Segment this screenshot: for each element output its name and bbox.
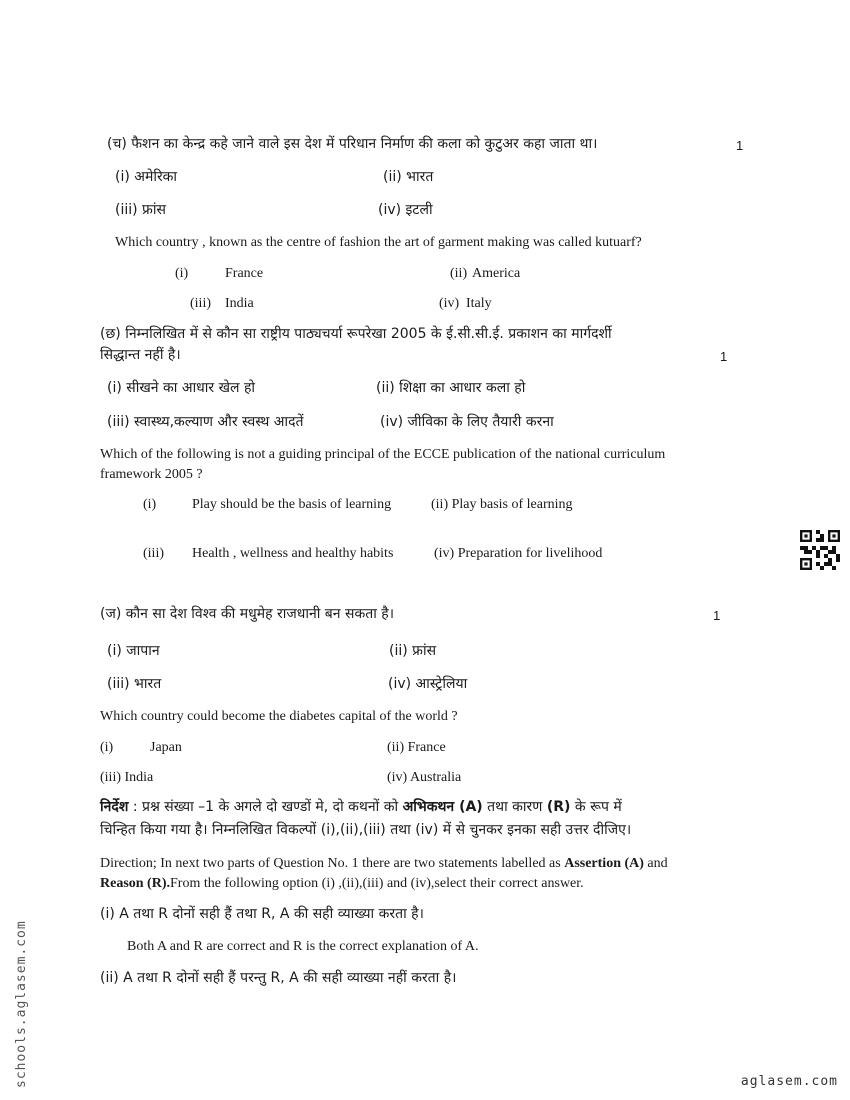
option-cha-hindi-1: (i) अमेरिका: [115, 169, 178, 185]
direction-english-line2: [100, 875, 584, 893]
direction-english-assertion: Assertion (A): [564, 856, 644, 871]
option-cha-en-4-text: Italy: [466, 296, 492, 311]
question-chha-english-line2: framework 2005 ?: [100, 467, 203, 482]
question-chha-marks: 1: [720, 349, 728, 364]
question-chha-hindi-line1: (छ) निम्नलिखित में से कौन सा राष्ट्रीय पाठ्यचर्या रूपरेखा 2005 के ई.सी.सी.ई. प्रकाशन का मार्गदर्शी: [100, 326, 612, 342]
footer-watermark: aglasem.com: [740, 1074, 838, 1089]
direction-hindi-label: निर्देश: [100, 799, 129, 815]
option-cha-en-1-text: France: [225, 266, 264, 281]
option-ja-en-2-text: (ii) France: [387, 740, 446, 755]
option-ja-hindi-1: (i) जापान: [107, 643, 160, 659]
option-cha-hindi-2: (ii) भारत: [383, 169, 434, 185]
option-chha-en-3-num: (iii): [143, 546, 164, 561]
option-cha-hindi-4: (iv) इटली: [378, 202, 433, 218]
direction-hindi-line1: [100, 798, 622, 816]
question-ja-hindi: (ज) कौन सा देश विश्व की मधुमेह राजधानी बन सकता है।: [100, 606, 395, 622]
option-ja-en-1-num: (i): [100, 740, 114, 755]
question-chha-english-line1: Which of the following is not a guiding principal of the ECCE publication of the national curriculum: [100, 447, 666, 462]
question-ja-marks: 1: [713, 608, 721, 623]
option-chha-en-4-text: (iv) Preparation for livelihood: [434, 546, 603, 561]
question-cha-marks: 1: [736, 138, 744, 153]
ar-option-1-english: Both A and R are correct and R is the correct explanation of A.: [127, 939, 479, 954]
option-ja-en-4-text: (iv) Australia: [387, 770, 462, 785]
option-chha-en-1-text: Play should be the basis of learning: [192, 497, 392, 512]
direction-hindi-text-a: : प्रश्न संख्या –1 के अगले दो खण्डों मे, दो कथनों को: [132, 799, 399, 815]
option-cha-en-2-num: (ii): [450, 266, 468, 281]
question-cha-hindi: (च) फैशन का केन्द्र कहे जाने वाले इस देश में परिधान निर्माण की कला को कुटुअर कहा जाता था।: [107, 136, 598, 152]
option-chha-hindi-4: (iv) जीविका के लिए तैयारी करना: [380, 414, 554, 430]
option-cha-en-3-num: (iii): [190, 296, 211, 311]
direction-english-reason: Reason (R).: [100, 876, 170, 891]
option-chha-hindi-2: (ii) शिक्षा का आधार कला हो: [376, 380, 526, 396]
direction-hindi-reason: (R): [546, 799, 571, 815]
qr-code-icon: [800, 530, 840, 570]
ar-option-2-hindi: (ii) A तथा R दोनों सही हैं परन्तु R, A की सही व्याख्या नहीं करता है।: [100, 970, 457, 986]
option-ja-en-3-text: (iii) India: [100, 770, 154, 785]
option-ja-hindi-4: (iv) आस्ट्रेलिया: [388, 676, 468, 692]
option-chha-en-1-num: (i): [143, 497, 157, 512]
option-chha-hindi-3: (iii) स्वास्थ्य,कल्याण और स्वस्थ आदतें: [107, 414, 304, 430]
option-cha-en-4-num: (iv): [439, 296, 460, 311]
option-ja-hindi-3: (iii) भारत: [107, 676, 162, 692]
option-cha-en-2-text: America: [472, 266, 521, 281]
option-ja-hindi-2: (ii) फ्रांस: [389, 643, 437, 659]
option-cha-en-1-num: (i): [175, 266, 189, 281]
question-cha-english: Which country , known as the centre of fashion the art of garment making was called kutuarf?: [115, 235, 642, 250]
direction-hindi-line2: चिन्हित किया गया है। निम्नलिखित विकल्पों (i),(ii),(iii) तथा (iv) में से चुनकर इनका सही उत्तर दीजिए।: [100, 822, 632, 838]
option-ja-en-1-text: Japan: [150, 740, 182, 755]
question-ja-english: Which country could become the diabetes capital of the world ?: [100, 709, 458, 724]
option-chha-hindi-1: (i) सीखने का आधार खेल हो: [107, 380, 256, 396]
ar-option-1-hindi: (i) A तथा R दोनों सही हैं तथा R, A की सही व्याख्या करता है।: [100, 906, 424, 922]
direction-hindi-assertion: अभिकथन (A): [402, 799, 483, 815]
direction-hindi-text-c: के रूप में: [574, 799, 622, 815]
option-chha-en-2-text: (ii) Play basis of learning: [431, 497, 573, 512]
direction-english-line1: [100, 855, 668, 873]
side-watermark: schools.aglasem.com: [14, 920, 29, 1088]
direction-hindi-text-b: तथा कारण: [487, 799, 543, 815]
direction-english-text-b: and: [647, 856, 668, 871]
option-cha-hindi-3: (iii) फ्रांस: [115, 202, 166, 218]
direction-english-text-c: From the following option (i) ,(ii),(iii) and (iv),select their correct answer.: [170, 876, 584, 891]
question-chha-hindi-line2: सिद्धान्त नहीं है।: [100, 347, 181, 363]
direction-english-text-a: Direction; In next two parts of Question No. 1 there are two statements labelled as: [100, 856, 561, 871]
option-chha-en-3-text: Health , wellness and healthy habits: [192, 546, 394, 561]
option-cha-en-3-text: India: [225, 296, 254, 311]
